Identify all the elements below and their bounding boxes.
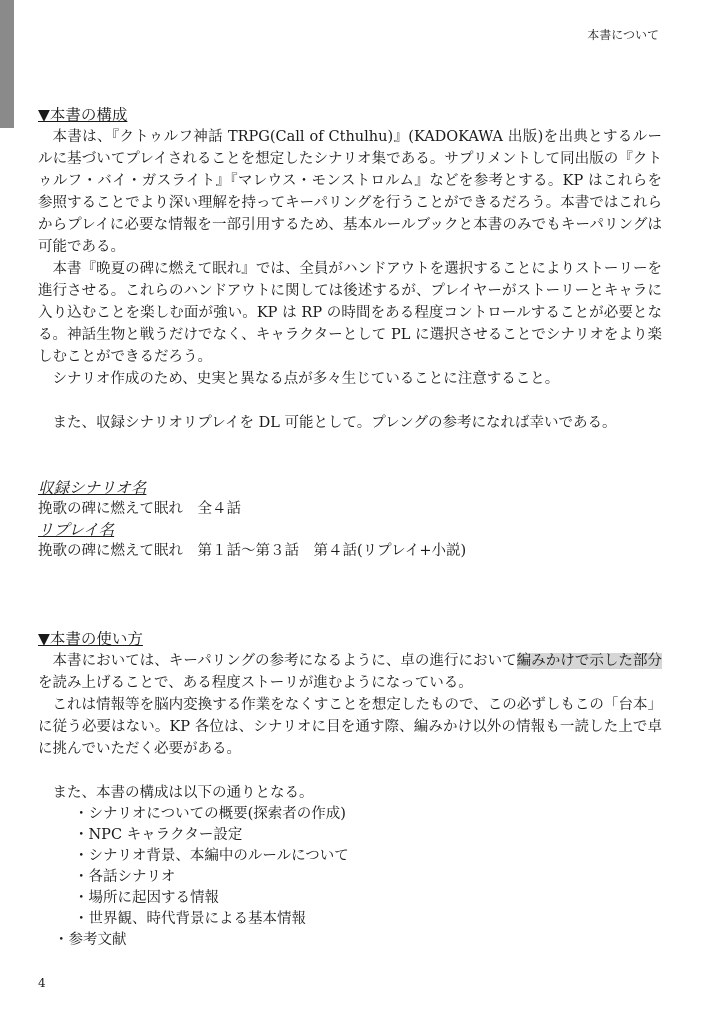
highlighted-text-sample: 編みかけで示した部分	[516, 653, 663, 669]
section-heading-usage: ▼本書の使い方	[38, 630, 143, 648]
replay-entry: 挽歌の碑に燃えて眠れ 第１話〜第３話 第４話(リプレイ+小説)	[38, 543, 467, 559]
replay-list-heading: リプレイ名	[38, 521, 115, 539]
list-item: ・各話シナリオ	[74, 869, 176, 885]
scenario-entry: 挽歌の碑に燃えて眠れ 全４話	[38, 501, 241, 517]
paragraph: 本書『晩夏の碑に燃えて眠れ』では、全員がハンドアウトを選択することによりストーリーを進行させる。これらのハンドアウトに関しては後述するが、プレイヤーがストーリーとキャラに入り込むことを楽しむ面が強い。KP は RP の時間をある程度コントロールすることが必要となる。神話生物と戦うだけでなく、キャラクターとして PL に選択させることでシナリオをより楽しむことができるだろう。	[38, 261, 662, 365]
paragraph: これは情報等を脳内変換する作業をなくすことを想定したもので、この必ずしもこの「台本」に従う必要はない。KP 各位は、シナリオに目を通す際、編みかけ以外の情報も一読した上で卓に挑んでいただく必要がある。	[38, 697, 662, 757]
paragraph-text: を読み上げることで、ある程度ストーリが進むようになっている。	[38, 675, 473, 691]
running-header: 本書について	[587, 28, 659, 42]
list-item: ・シナリオ背景、本編中のルールについて	[74, 848, 349, 864]
page-body	[38, 104, 662, 951]
list-item: ・参考文献	[54, 932, 127, 948]
list-item: ・シナリオについての概要(探索者の作成)	[74, 806, 346, 822]
list-item: ・世界観、時代背景による基本情報	[74, 911, 306, 927]
list-intro: また、本書の構成は以下の通りとなる。	[52, 785, 314, 801]
paragraph-text: 本書においては、キーパリングの参考になるように、卓の進行において	[52, 653, 517, 669]
scenario-list-heading: 収録シナリオ名	[38, 479, 147, 497]
list-item: ・NPC キャラクター設定	[74, 827, 243, 843]
page-number: 4	[38, 976, 46, 990]
contents-list	[38, 804, 662, 951]
replay-note: また、収録シナリオリプレイを DL 可能として。プレングの参考になれば幸いである。	[52, 415, 617, 431]
paragraph: 本書は、『クトゥルフ神話 TRPG(Call of Cthulhu)』(KADOKAWA 出版)を出典とするルールに基づいてプレイされることを想定したシナリオ集である。サプリメントして同出版の『クトゥルフ・バイ・ガスライト』『マレウス・モンストロルム』などを参考とする。KP はこれらを参照することでより深い理解を持ってキーパリングを行うことができるだろう。本書ではこれらからプレイに必要な情報を一部引用するため、基本ルールブックと本書のみでもキーパリングは可能である。	[38, 129, 662, 255]
paragraph: シナリオ作成のため、史実と異なる点が多々生じていることに注意すること。	[52, 371, 560, 387]
list-item: ・場所に起因する情報	[74, 890, 219, 906]
paragraph	[38, 650, 662, 694]
section-heading-structure: ▼本書の構成	[38, 106, 128, 124]
chapter-tab-marker	[0, 0, 14, 128]
